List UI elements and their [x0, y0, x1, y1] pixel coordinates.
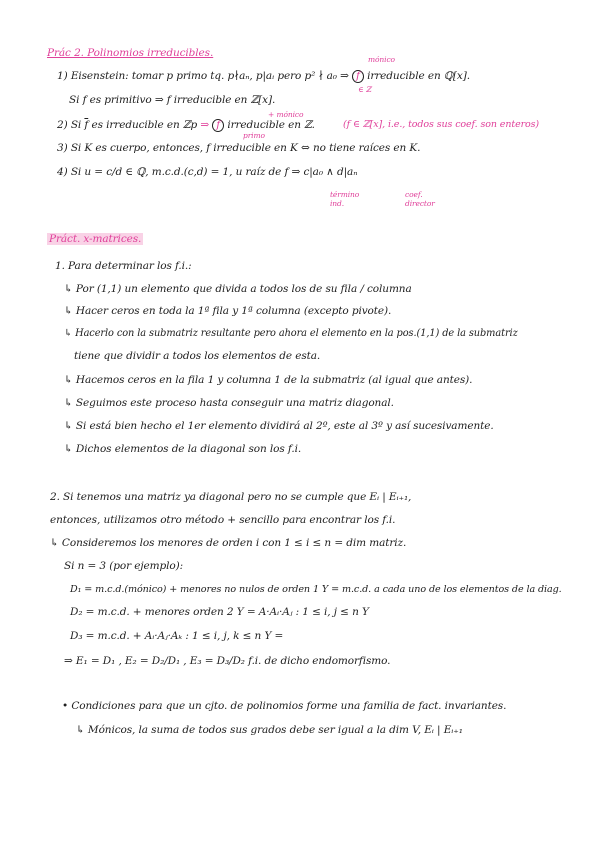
d2-line: D₂ = m.c.d. + menores orden 2 Y = A·Aᵢ·Aⱼ : 1 ≤ i, j ≤ n Y: [70, 606, 369, 618]
item1-line2: Si f es primitivo ⇒ f irreducible en ℤ[x].: [69, 94, 276, 106]
point3-line1: • Condiciones para que un cjto. de polinomios forme una familia de fact. invariantes.: [62, 700, 507, 712]
section-title-polinomios: Prác 2. Polinomios irreducibles.: [47, 47, 214, 59]
monico-note: mónico: [368, 55, 395, 64]
bullet-1: ↳ Por (1,1) un elemento que divida a todos los de su fila / columna: [64, 283, 412, 295]
bullet-2: ↳ Hacer ceros en toda la 1ª fila y 1ª columna (excepto pivote).: [64, 305, 392, 317]
f-bar: $\overline{f}$: [84, 119, 89, 131]
item4-line: 4) Si u = c/d ∈ ℚ, m.c.d.(c,d) = 1, u raíz de f ⇒ c|a₀ ∧ d|aₙ: [57, 166, 358, 178]
term-ind-note: término ind.: [330, 190, 360, 208]
coef-director-note: coef. director: [405, 190, 435, 208]
item2-line: 2) Si $\overline{f}$ es irreducible en ℤp ⇒ f irreducible en ℤ.: [57, 119, 315, 131]
item1-line1: 1) Eisenstein: tomar p primo tq. p∤aₙ, p|aᵢ pero p² ∤ a₀ ⇒ f irreducible en ℚ[x].: [57, 70, 470, 82]
point2-line2: entonces, utilizamos otro método + sencillo para encontrar los f.i.: [50, 514, 396, 526]
item2-note: (f ∈ ℤ[x], i.e., todos sus coef. son enteros): [343, 119, 540, 130]
point2-line1: 2. Si tenemos una matriz ya diagonal pero no se cumple que Eᵢ | Eᵢ₊₁,: [50, 491, 412, 503]
bullet-7: ↳ Dichos elementos de la diagonal son los f.i.: [64, 443, 302, 455]
item3-line: 3) Si K es cuerpo, entonces, f irreducible en K ⇔ no tiene raíces en K.: [57, 142, 421, 154]
result-line: ⇒ E₁ = D₁ , E₂ = D₂/D₁ , E₃ = D₃/D₂ f.i. de dicho endomorfismo.: [64, 655, 391, 667]
monico-plus-note: + mónico: [268, 110, 304, 119]
f-circled: f: [352, 70, 364, 83]
point3-line2: ↳ Mónicos, la suma de todos sus grados debe ser igual a la dim V, Eᵢ | Eᵢ₊₁: [76, 724, 463, 736]
point2-line3: ↳ Consideremos los menores de orden i con 1 ≤ i ≤ n = dim matriz.: [50, 537, 407, 549]
bullet-5: ↳ Seguimos este proceso hasta conseguir una matriz diagonal.: [64, 397, 394, 409]
d3-line: D₃ = m.c.d. + Aᵢ·Aⱼ·Aₖ : 1 ≤ i, j, k ≤ n Y =: [70, 630, 284, 642]
point2-example: Si n = 3 (por ejemplo):: [64, 560, 184, 572]
point1-heading: 1. Para determinar los f.i.:: [55, 260, 192, 272]
bullet-3b: tiene que dividir a todos los elementos de esta.: [74, 350, 321, 362]
ez-note: ∈ ℤ: [358, 85, 372, 94]
bullet-3a: ↳ Hacerlo con la submatriz resultante pero ahora el elemento en la pos.(1,1) de la submatriz: [64, 328, 518, 339]
primo-note: primo: [243, 131, 265, 140]
d1-line: D₁ = m.c.d.(mónico) + menores no nulos de orden 1 Y = m.c.d. a cada uno de los elementos de la diag.: [70, 584, 562, 595]
f-circled-2: f: [212, 119, 224, 132]
bullet-4: ↳ Hacemos ceros en la fila 1 y columna 1 de la submatriz (al igual que antes).: [64, 374, 473, 386]
section-title-matrices: Práct. x-matrices.: [49, 233, 142, 245]
bullet-6: ↳ Si está bien hecho el 1er elemento dividirá al 2º, este al 3º y así sucesivamente.: [64, 420, 494, 432]
